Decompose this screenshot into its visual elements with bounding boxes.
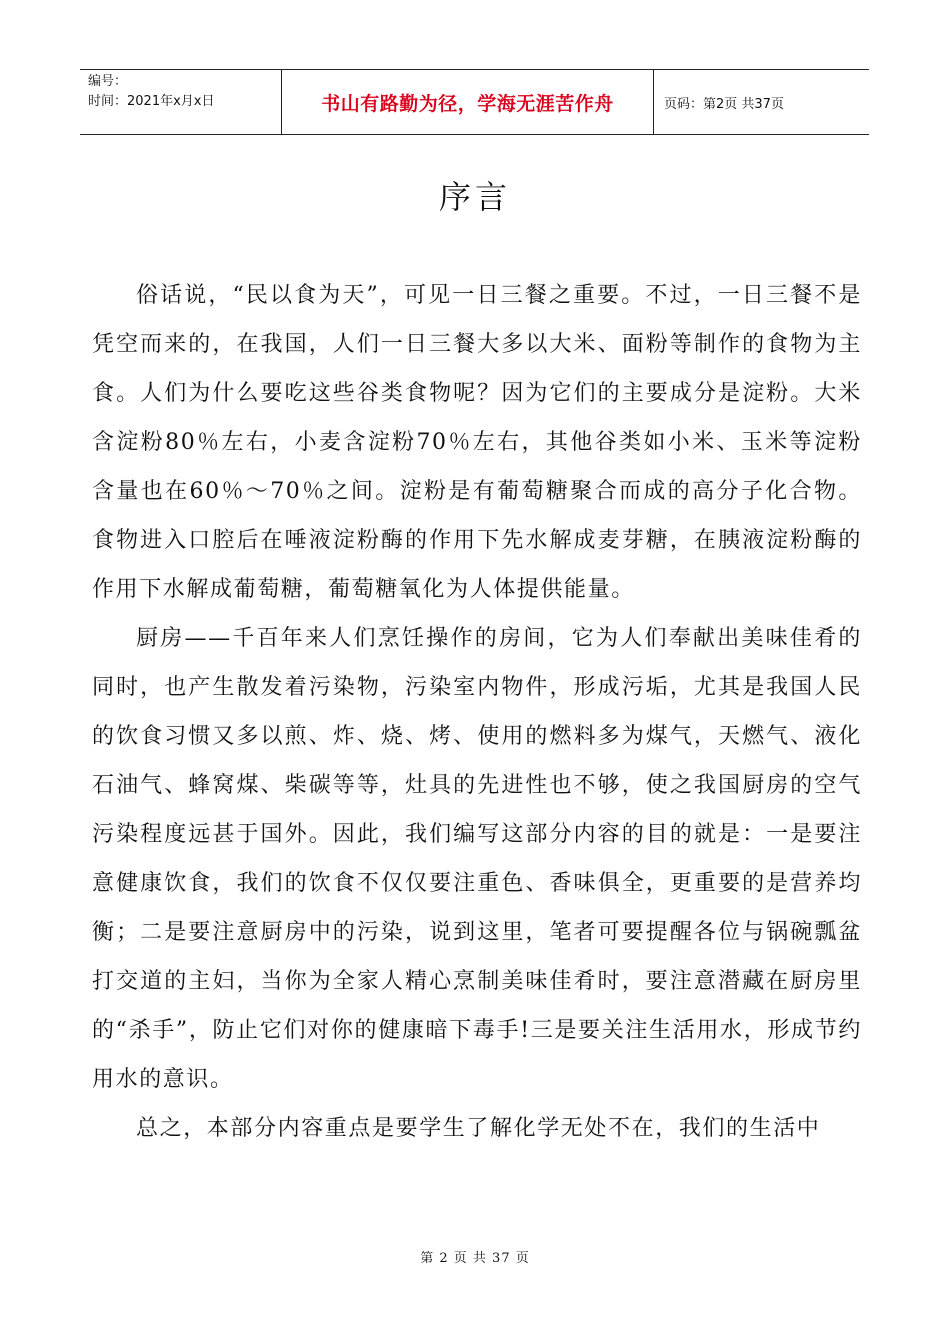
page-info: 页码：第2页 共37页 (664, 96, 784, 112)
paragraph-1: 俗话说，“民以食为天”，可见一日三餐之重要。不过，一日三餐不是凭空而来的，在我国，人们一日三餐大多以大米、面粉等制作的食物为主食。人们为什么要吃这些谷类食物呢？因为它们的主要成分是淀粉。大米含淀粉80％左右，小麦含淀粉70％左右，其他谷类如小米、玉米等淀粉含量也在60％～70％之间。淀粉是有葡萄糖聚合而成的高分子化合物。食物进入口腔后在唾液淀粉酶的作用下先水解成麦芽糖，在胰液淀粉酶的作用下水解成葡萄糖，葡萄糖氧化为人体提供能量。 (92, 283, 862, 602)
number-label: 编号： (88, 74, 128, 89)
paragraph-3: 总之，本部分内容重点是要学生了解化学无处不在，我们的生活中 (136, 1116, 821, 1141)
date-label: 时间：2021年x月x日 (88, 94, 215, 109)
document-header (80, 69, 869, 135)
body-text (92, 271, 862, 1153)
page-title: 序言 (438, 178, 511, 216)
motto-text: 书山有路勤为径，学海无涯苦作舟 (321, 92, 614, 115)
paragraph-2: 厨房——千百年来人们烹饪操作的房间，它为人们奉献出美味佳肴的同时，也产生散发着污染物，污染室内物件，形成污垢，尤其是我国人民的饮食习惯又多以煎、炸、烧、烤、使用的燃料多为煤气，天燃气、液化石油气、蜂窝煤、柴碳等等，灶具的先进性也不够，使之我国厨房的空气污染程度远甚于国外。因此，我们编写这部分内容的目的就是：一是要注意健康饮食，我们的饮食不仅仅要注重色、香味俱全，更重要的是营养均衡；二是要注意厨房中的污染，说到这里，笔者可要提醒各位与锅碗瓢盆打交道的主妇，当你为全家人精心烹制美味佳肴时，要注意潜藏在厨房里的“杀手”，防止它们对你的健康暗下毒手!三是要关注生活用水，形成节约用水的意识。 (92, 626, 862, 1092)
header-motto-cell (282, 70, 654, 134)
page-footer: 第 2 页 共 37 页 (420, 1251, 530, 1266)
header-page-cell (654, 70, 869, 134)
header-meta-cell (80, 70, 282, 134)
